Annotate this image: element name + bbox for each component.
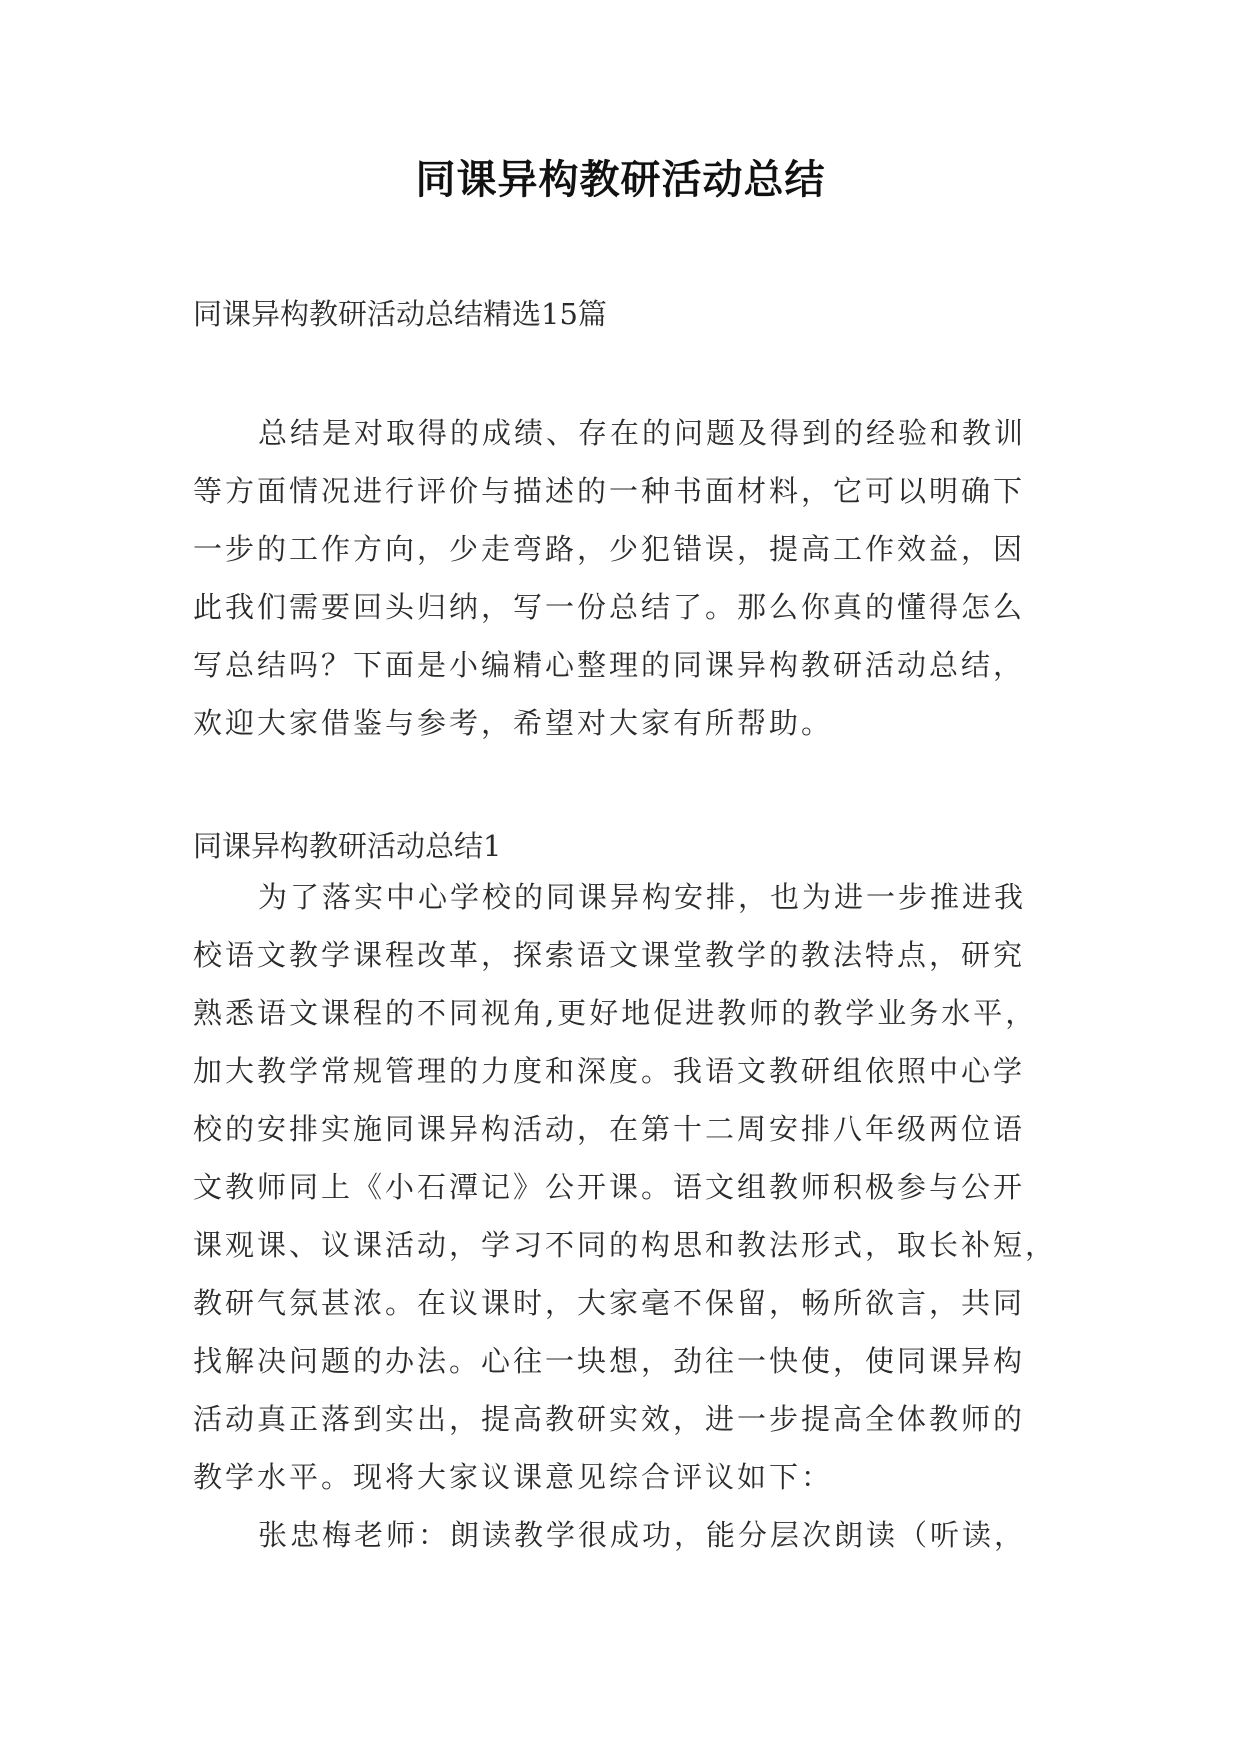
paragraph-line: 校语文教学课程改革，探索语文课堂教学的教法特点，研究 bbox=[193, 938, 1026, 972]
paragraph-line: 找解决问题的办法。心往一块想，劲往一快使，使同课异构 bbox=[193, 1344, 1026, 1378]
paragraph-line: 总结是对取得的成绩、存在的问题及得到的经验和教训 bbox=[258, 416, 1027, 450]
paragraph-line: 为了落实中心学校的同课异构安排，也为进一步推进我 bbox=[258, 880, 1027, 914]
section-heading: 同课异构教研活动总结1 bbox=[193, 829, 502, 863]
paragraph-line: 活动真正落到实出，提高教研实效，进一步提高全体教师的 bbox=[193, 1402, 1026, 1436]
paragraph-line: 熟悉语文课程的不同视角,更好地促进教师的教学业务水平， bbox=[193, 996, 1038, 1030]
paragraph-line: 一步的工作方向，少走弯路，少犯错误，提高工作效益，因 bbox=[193, 532, 1026, 566]
paragraph-line: 教学水平。现将大家议课意见综合评议如下： bbox=[193, 1460, 834, 1494]
paragraph-line: 等方面情况进行评价与描述的一种书面材料，它可以明确下 bbox=[193, 474, 1026, 508]
document-title: 同课异构教研活动总结 bbox=[415, 157, 826, 203]
section-body bbox=[193, 868, 1058, 1564]
paragraph-line: 此我们需要回头归纳，写一份总结了。那么你真的懂得怎么 bbox=[193, 590, 1026, 624]
paragraph-line: 课观课、议课活动，学习不同的构思和教法形式，取长补短， bbox=[193, 1228, 1058, 1262]
paragraph-line: 张忠梅老师：朗读教学很成功，能分层次朗读（听读， bbox=[258, 1518, 1027, 1552]
document-subtitle: 同课异构教研活动总结精选15篇 bbox=[193, 297, 607, 331]
intro-paragraph bbox=[193, 404, 1053, 752]
paragraph-line: 教研气氛甚浓。在议课时，大家毫不保留，畅所欲言，共同 bbox=[193, 1286, 1026, 1320]
paragraph-line: 写总结吗？下面是小编精心整理的同课异构教研活动总结， bbox=[193, 648, 1026, 682]
paragraph-line: 校的安排实施同课异构活动，在第十二周安排八年级两位语 bbox=[193, 1112, 1026, 1146]
paragraph-line: 欢迎大家借鉴与参考，希望对大家有所帮助。 bbox=[193, 706, 834, 740]
paragraph-line: 文教师同上《小石潭记》公开课。语文组教师积极参与公开 bbox=[193, 1170, 1026, 1204]
paragraph-line: 加大教学常规管理的力度和深度。我语文教研组依照中心学 bbox=[193, 1054, 1026, 1088]
